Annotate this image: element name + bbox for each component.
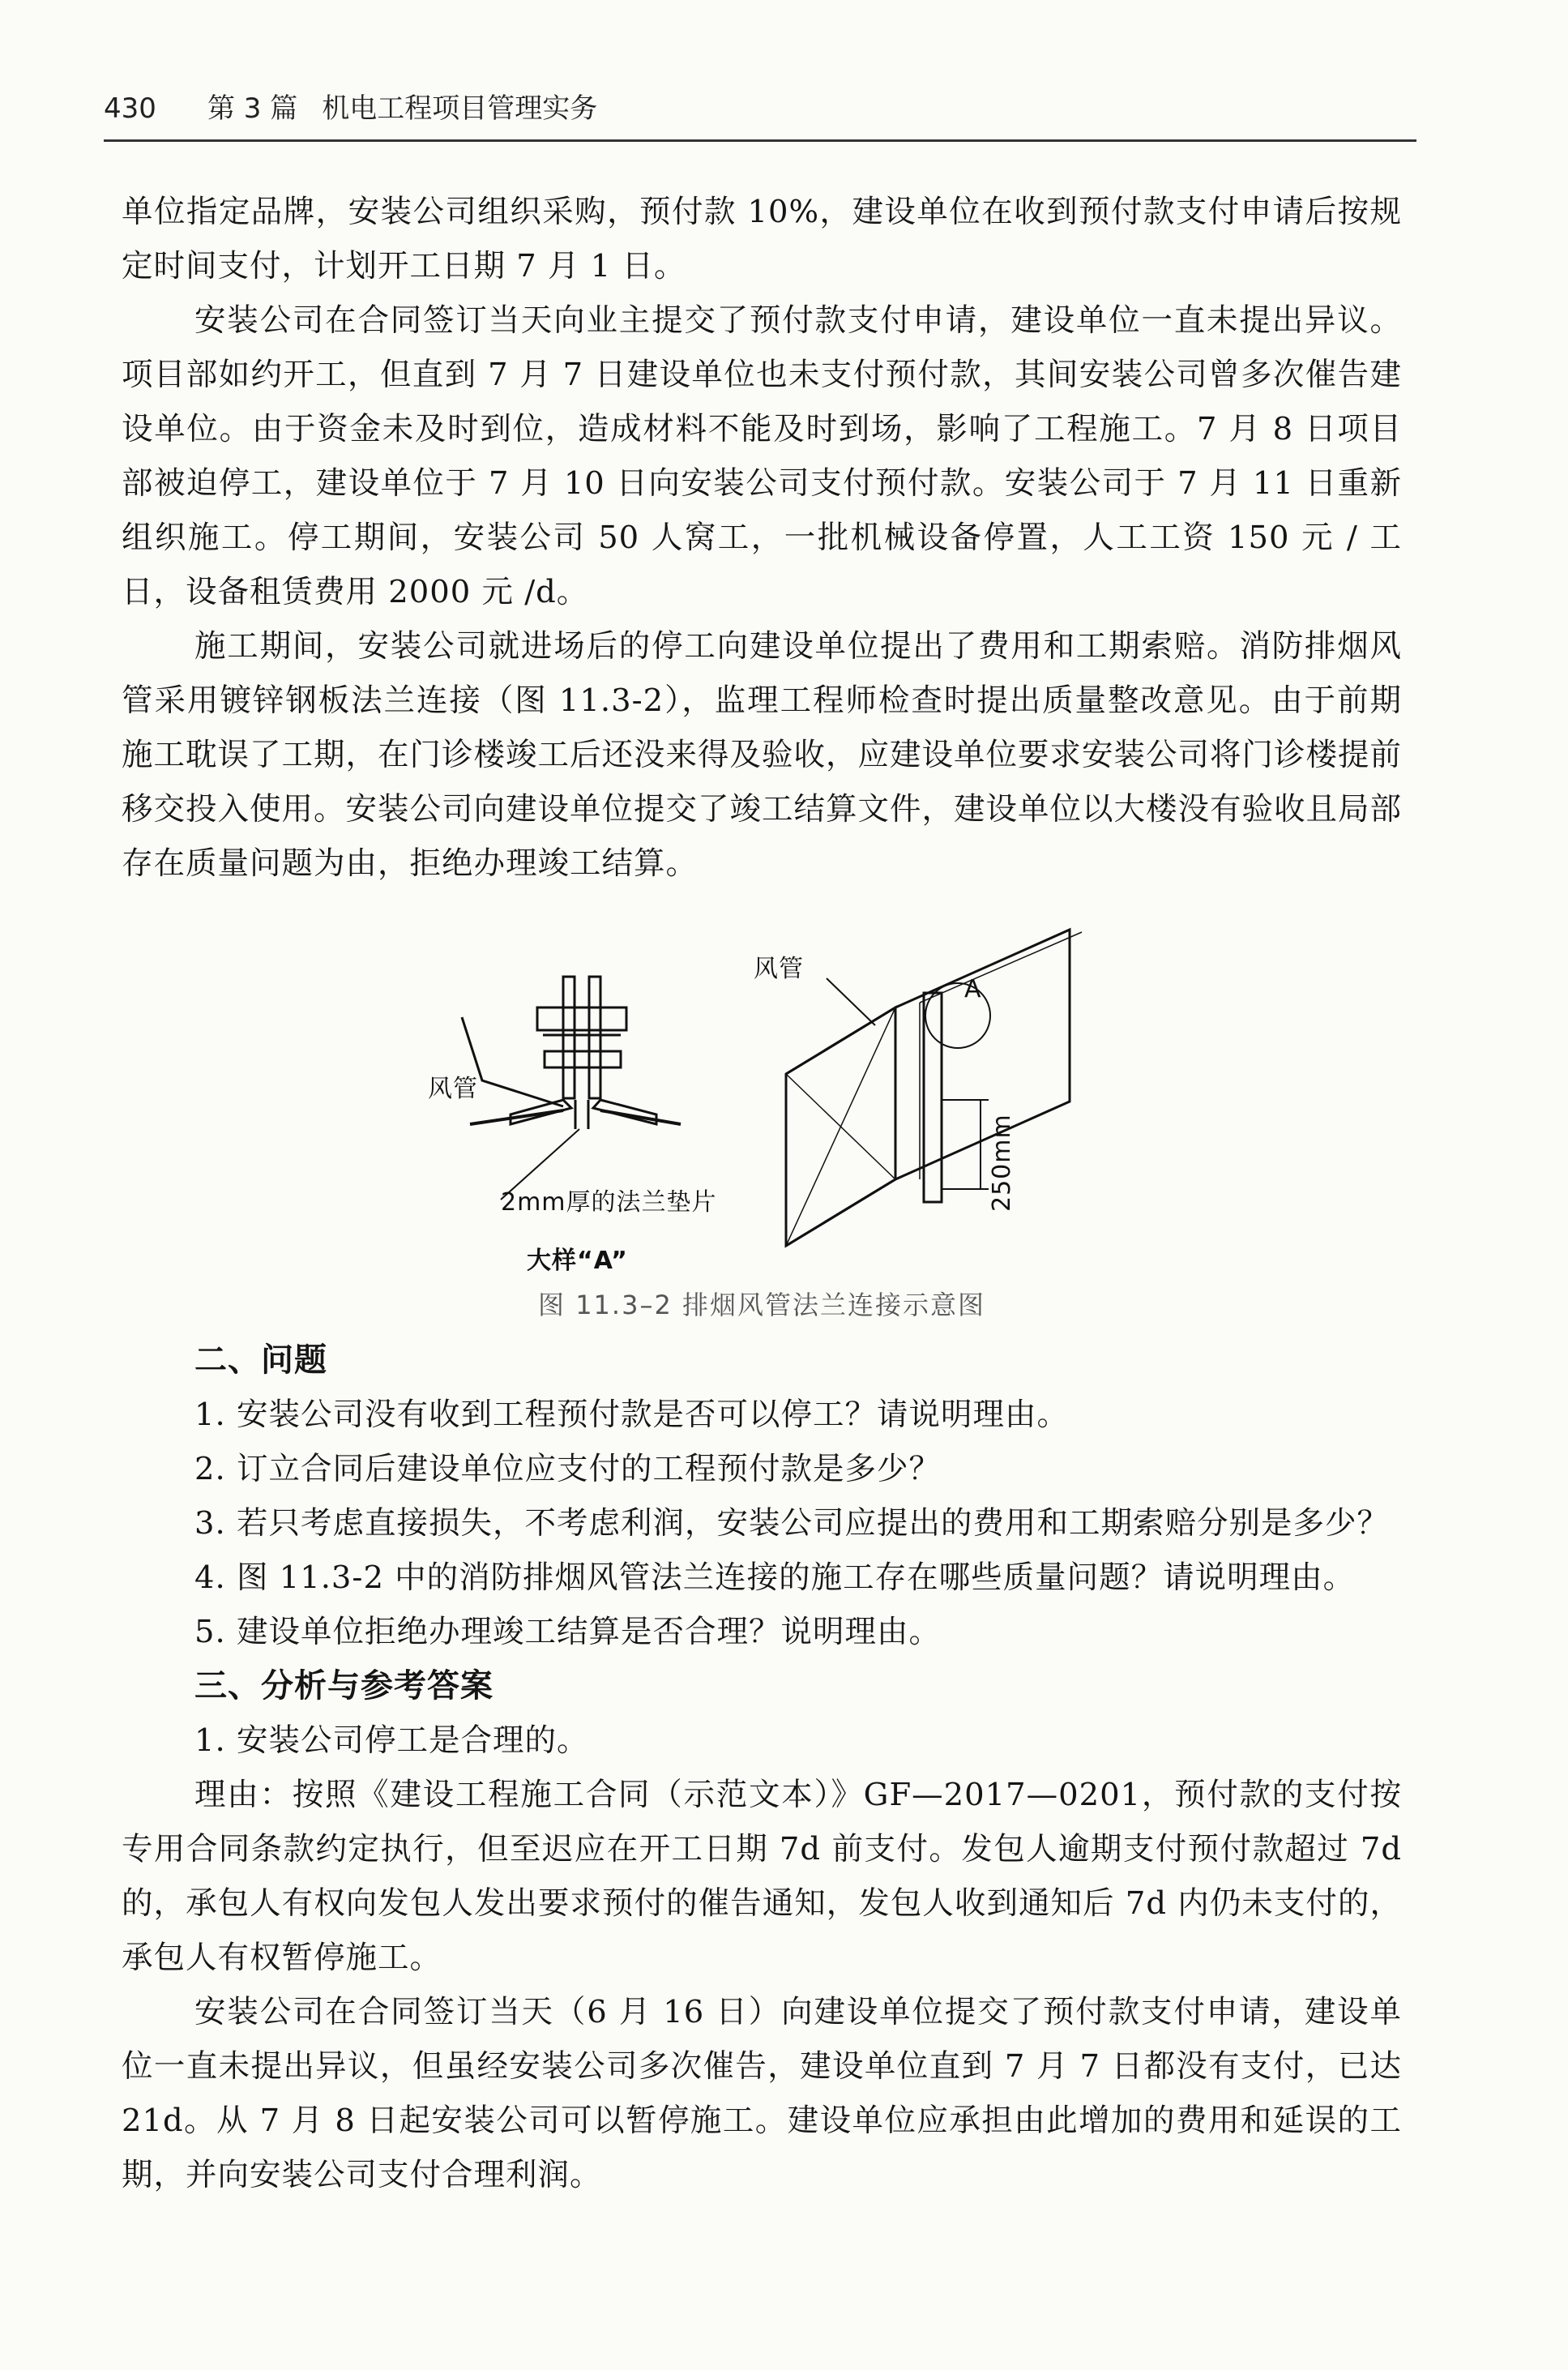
answer-item: 1. 安装公司停工是合理的。 bbox=[194, 1722, 589, 1759]
section-heading-questions: 二、问题 bbox=[194, 1341, 327, 1379]
answer-detail: 安装公司在合同签订当天（6 月 16 日）向建设单位提交了预付款支付申请，建设单位一直未提出异议，但虽经安装公司多次催告，建设单位直到 7 月 7 日都没有支付，已达 21d。从 7 月 8 日起安装公司可以暂停施工。建设单位应承担由此增加的费用和延误的工期，并向安装公司支付合理利润。 bbox=[122, 1994, 1402, 2193]
question-item: 1. 安装公司没有收到工程预付款是否可以停工？请说明理由。 bbox=[194, 1397, 1069, 1433]
flange-diagram bbox=[122, 912, 1402, 1277]
paragraph-continued: 单位指定品牌，安装公司组织采购，预付款 10%，建设单位在收到预付款支付申请后按规定时间支付，计划开工日期 7 月 1 日。 bbox=[122, 194, 1402, 284]
part-title: 机电工程项目管理实务 bbox=[322, 92, 598, 125]
question-item: 4. 图 11.3-2 中的消防排烟风管法兰连接的施工存在哪些质量问题？请说明理由。 bbox=[194, 1559, 1356, 1596]
question-item: 2. 订立合同后建设单位应支付的工程预付款是多少？ bbox=[194, 1451, 941, 1487]
label-gasket: 2mm厚的法兰垫片 bbox=[501, 1188, 717, 1217]
header-rule bbox=[104, 139, 1416, 142]
answer-reason: 理由：按照《建设工程施工合同（示范文本）》GF—2017—0201，预付款的支付按专用合同条款约定执行，但至迟应在开工日期 7d 前支付。发包人逾期支付预付款超过 7d 的，承包人有权向发包人发出要求预付的催告通知，发包人收到通知后 7d 内仍未支付的，承包人有权暂停施工。 bbox=[122, 1777, 1402, 1976]
label-duct-left: 风管 bbox=[428, 1075, 478, 1103]
paragraph: 安装公司在合同签订当天向业主提交了预付款支付申请，建设单位一直未提出异议。项目部如约开工，但直到 7 月 7 日建设单位也未支付预付款，其间安装公司曾多次催告建设单位。由于资金未及时到位，造成材料不能及时到场，影响了工程施工。7 月 8 日项目部被迫停工，建设单位于 7 月 10 日向安装公司支付预付款。安装公司于 7 月 11 日重新组织施工。停工期间，安装公司 50 人窝工，一批机械设备停置，人工工资 150 元 / 工日，设备租赁费用 2000 元 /d。 bbox=[122, 302, 1402, 610]
section-heading-answers: 三、分析与参考答案 bbox=[194, 1667, 493, 1705]
label-detail-a: A bbox=[964, 975, 982, 1003]
question-item: 5. 建设单位拒绝办理竣工结算是否合理？说明理由。 bbox=[194, 1614, 941, 1650]
figure-11-3-2 bbox=[122, 912, 1402, 1320]
paragraph: 施工期间，安装公司就进场后的停工向建设单位提出了费用和工期索赔。消防排烟风管采用镀锌钢板法兰连接（图 11.3-2），监理工程师检查时提出质量整改意见。由于前期施工耽误了工期，在门诊楼竣工后还没来得及验收，应建设单位要求安装公司将门诊楼提前移交投入使用。安装公司向建设单位提交了竣工结算文件，建设单位以大楼没有验收且局部存在质量问题为由，拒绝办理竣工结算。 bbox=[122, 628, 1403, 882]
flange-section-detail bbox=[462, 977, 681, 1200]
figure-caption: 图 11.3–2 排烟风管法兰连接示意图 bbox=[538, 1290, 985, 1320]
running-header bbox=[104, 91, 1416, 126]
page-number: 430 bbox=[104, 92, 156, 125]
page-body bbox=[122, 185, 1402, 2202]
duct-isometric bbox=[786, 930, 1082, 1246]
part-label: 第 3 篇 bbox=[207, 92, 298, 125]
label-duct-right: 风管 bbox=[754, 955, 804, 983]
question-item: 3. 若只考虑直接损失，不考虑利润，安装公司应提出的费用和工期索赔分别是多少？ bbox=[194, 1505, 1389, 1542]
detail-title: 大样“A” bbox=[527, 1247, 628, 1275]
dimension-label: 250mm bbox=[988, 1114, 1016, 1212]
